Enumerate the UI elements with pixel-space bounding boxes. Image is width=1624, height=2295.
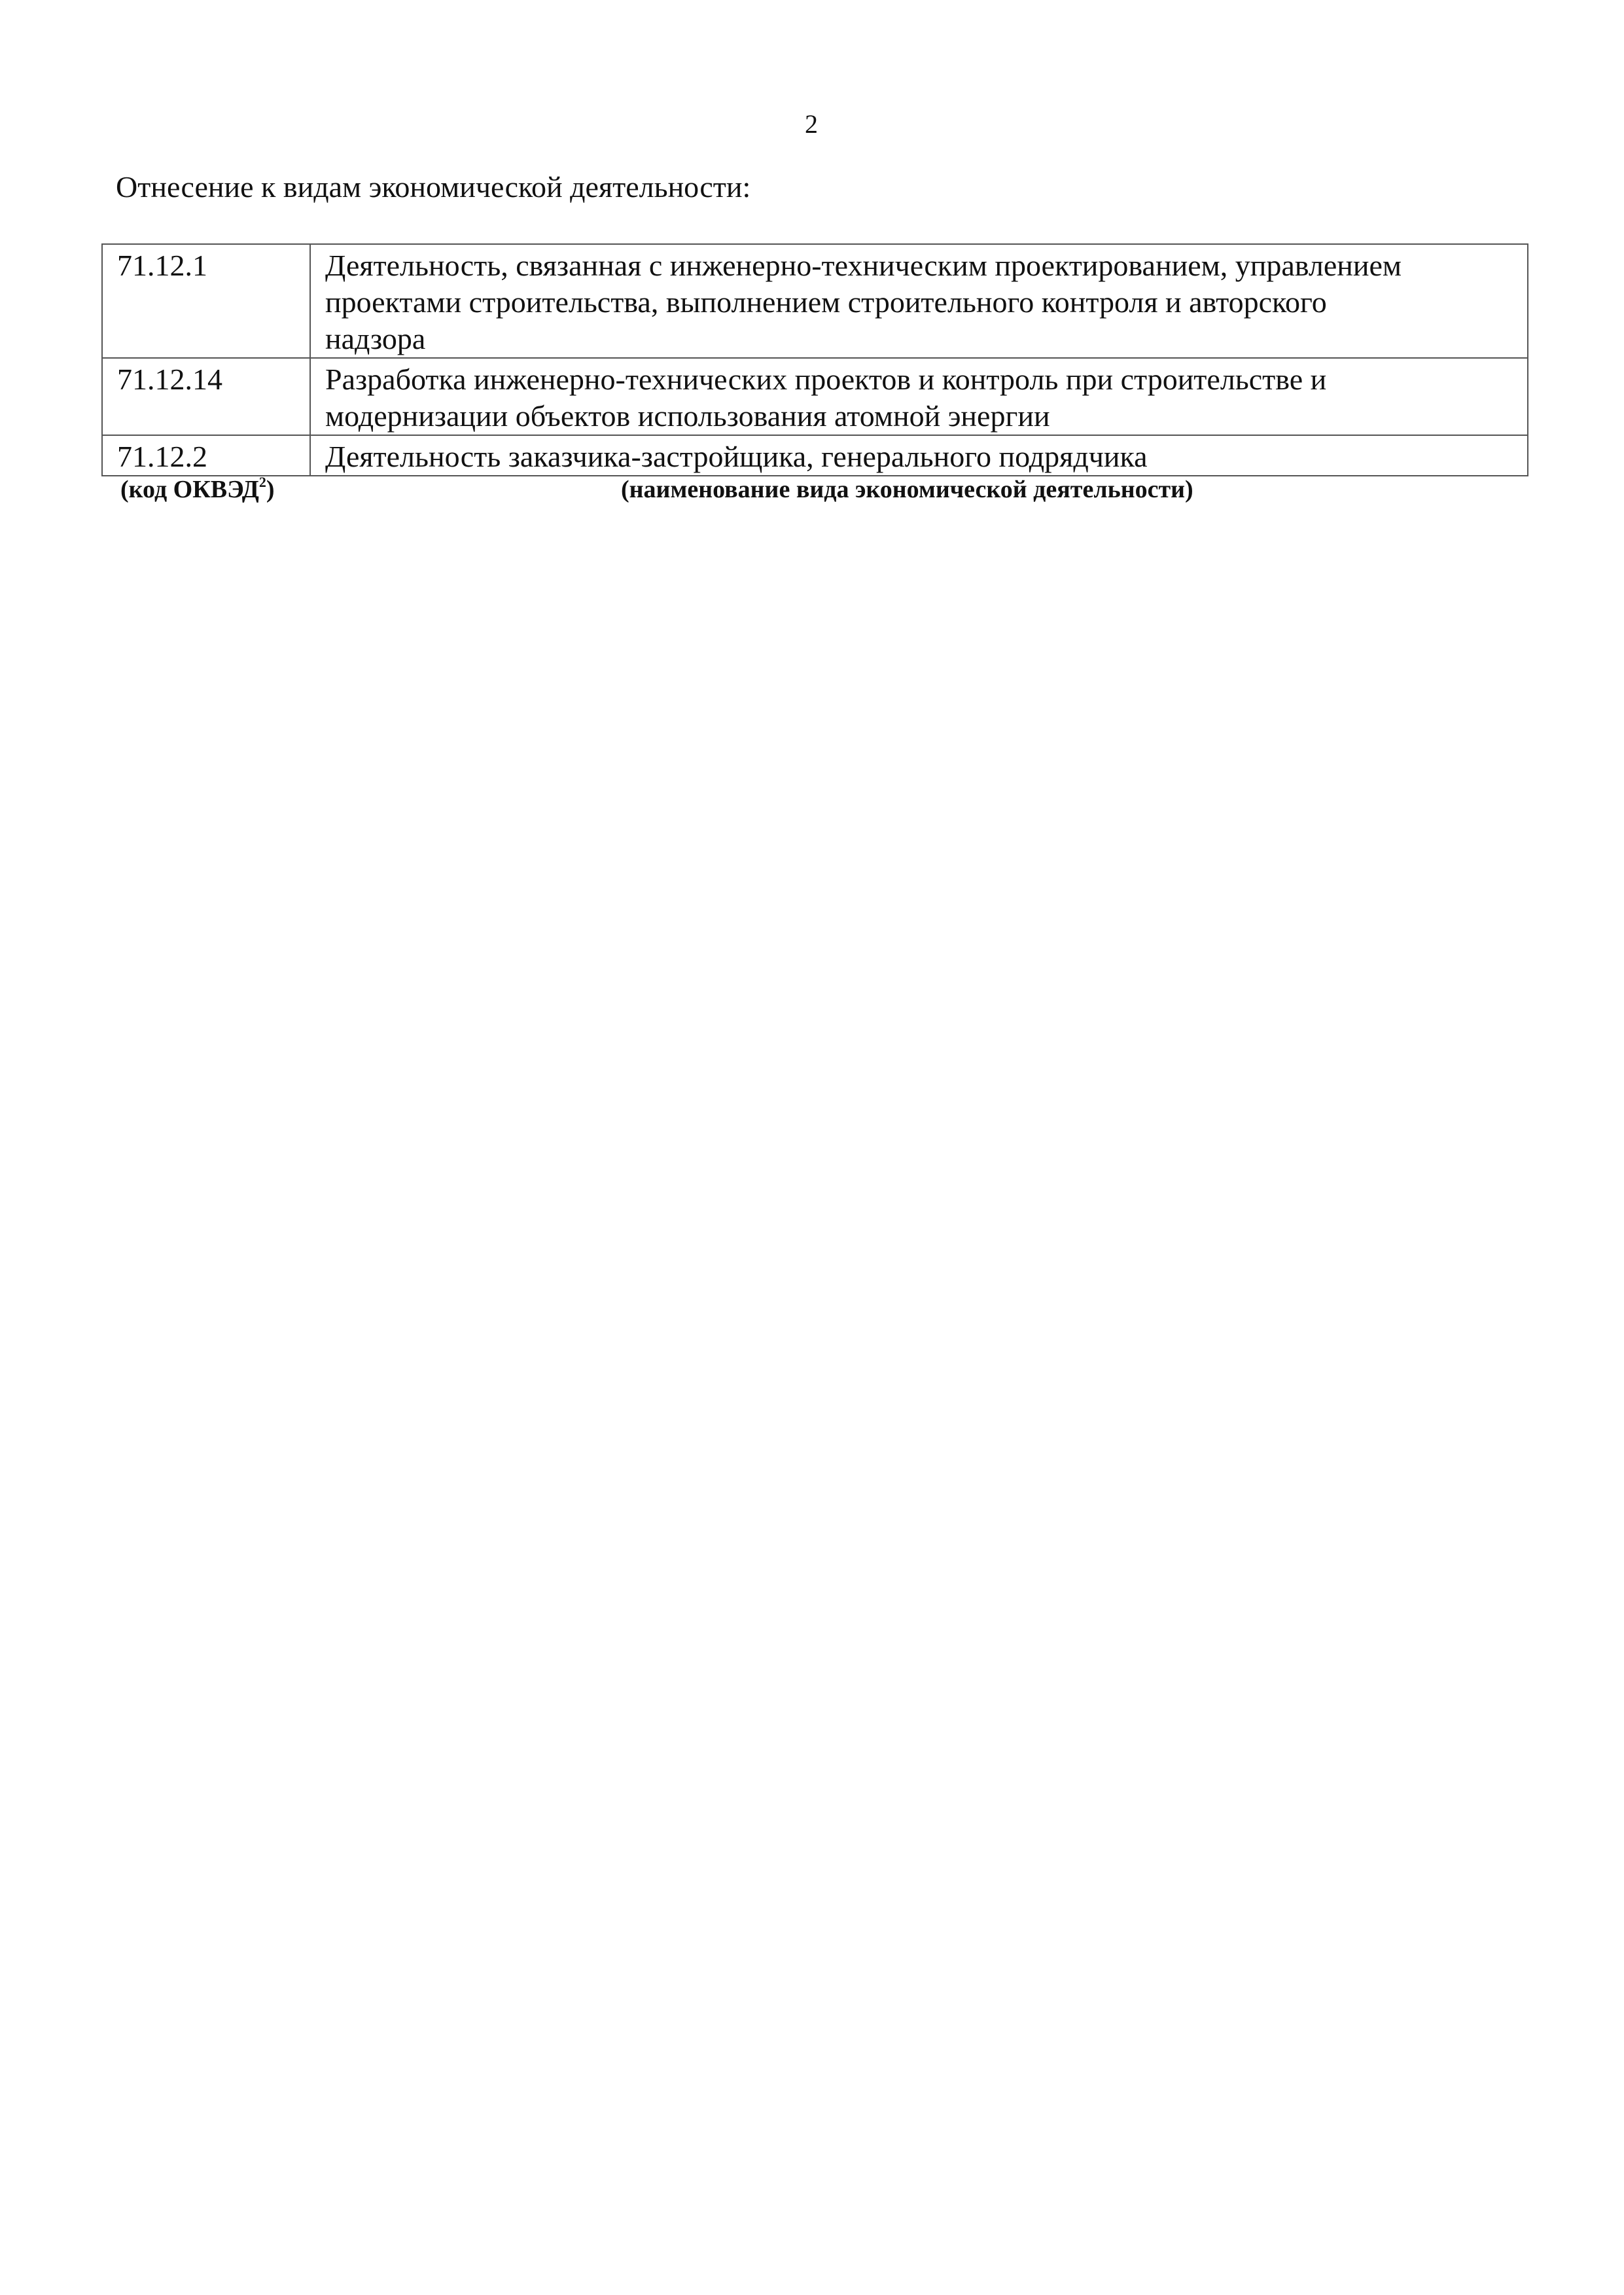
activity-name-line: Деятельность заказчика-застройщика, генерального подрядчика bbox=[325, 440, 1148, 473]
activity-name-line: проектами строительства, выполнением строительного контроля и авторского bbox=[325, 285, 1327, 319]
page-number: 2 bbox=[805, 109, 818, 139]
activity-name bbox=[310, 435, 1528, 476]
okved-code: 71.12.1 bbox=[102, 244, 310, 358]
activity-name-line: модернизации объектов использования атомной энергии bbox=[325, 399, 1050, 433]
code-caption-text: (код ОКВЭД bbox=[120, 476, 259, 503]
activity-name-line: Разработка инженерно-технических проектов и контроль при строительстве и bbox=[325, 363, 1327, 396]
activity-name-line: надзора bbox=[325, 322, 426, 355]
activity-name bbox=[310, 244, 1528, 358]
okved-table bbox=[101, 243, 1528, 476]
activity-name bbox=[310, 358, 1528, 435]
code-column-caption bbox=[120, 475, 275, 504]
name-column-caption: (наименование вида экономической деятельности) bbox=[621, 476, 1193, 503]
table-row bbox=[102, 358, 1528, 435]
okved-code: 71.12.14 bbox=[102, 358, 310, 435]
okved-code: 71.12.2 bbox=[102, 435, 310, 476]
table-row bbox=[102, 435, 1528, 476]
code-caption-close: ) bbox=[266, 476, 275, 503]
table-row bbox=[102, 244, 1528, 358]
activity-name-line: Деятельность, связанная с инженерно-техническим проектированием, управлением bbox=[325, 249, 1402, 282]
footnote-mark: 2 bbox=[258, 474, 266, 490]
section-title: Отнесение к видам экономической деятельности: bbox=[116, 170, 751, 204]
